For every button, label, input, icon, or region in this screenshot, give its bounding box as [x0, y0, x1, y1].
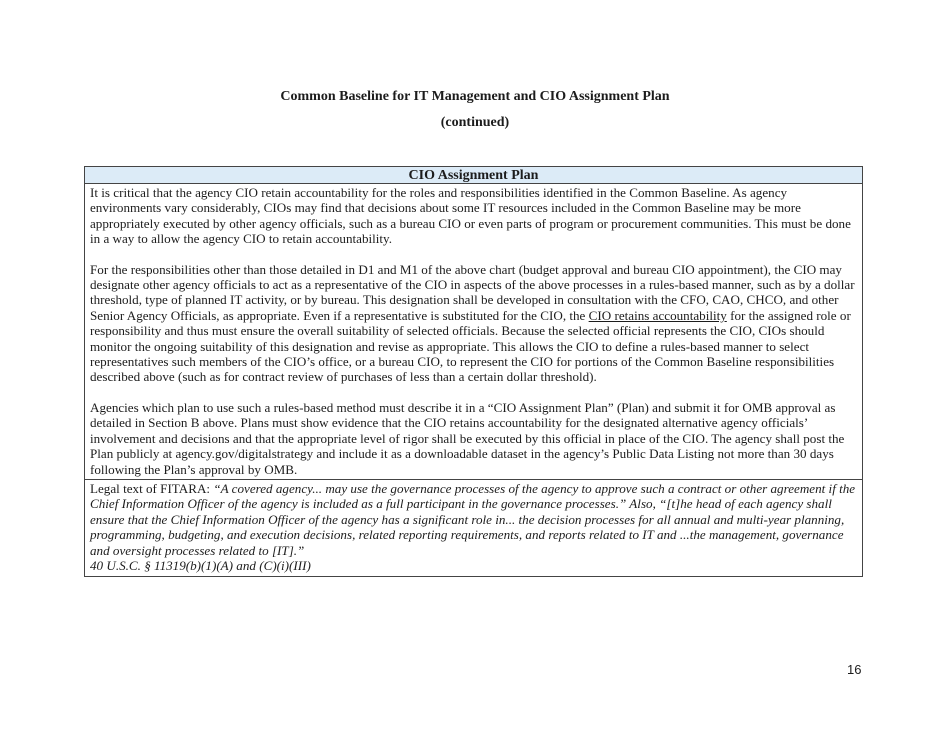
underlined-phrase: CIO retains accountability: [588, 307, 727, 323]
document-subtitle: (continued): [440, 115, 510, 130]
legal-citation: 40 U.S.C. § 11319(b)(1)(A) and (C)(i)(III): [90, 557, 311, 573]
page-number: 16: [847, 662, 862, 677]
paragraph-1: It is critical that the agency CIO retain accountability for the roles and responsibilities identified in the Common Baseline. As agency environments vary considerably, CIOs may find that decisions about some IT resources included in the Common Baseline may be more appropriately executed by other agency officials, such as a bureau CIO or even parts of program or procurement communities. This must be done in a way to allow the agency CIO to retain accountability.: [90, 185, 851, 247]
table-header: CIO Assignment Plan: [85, 167, 862, 184]
paragraph-2-part-b: for the assigned role or responsibility and thus must ensure the overall suitability of selected officials. Because the selected official represents the CIO, CIOs should monitor the ongoing suitability of this designation and revise as appropriate. This allows the CIO to define a rules-based manner to select representatives such members of the CIO’s office, or a bureau CIO, to represent the CIO for portions of the Common Baseline responsibilities described above (such as for contract review of purchases of less than a certain dollar threshold).: [90, 307, 851, 385]
cio-assignment-plan-table: [84, 166, 863, 577]
legal-text-section: [85, 479, 862, 576]
paragraph-2: [90, 262, 857, 385]
paragraph-3: Agencies which plan to use such a rules-based method must describe it in a “CIO Assignment Plan” (Plan) and submit it for OMB approval as detailed in Section B above. Plans must show evidence that the CIO retains accountability for the designated alternative agency officials’ involvement and decisions and that the appropriate level of rigor shall be executed by this official in place of the CIO. The agency shall post the Plan publicly at agency.gov/digitalstrategy and include it as a downloadable dataset in the agency’s Public Data Listing not more than 30 days following the Plan’s approval by OMB.: [90, 399, 845, 477]
document-title: Common Baseline for IT Management and CIO Assignment Plan: [280, 89, 670, 104]
paragraph-2-part-a: For the responsibilities other than those detailed in D1 and M1 of the above chart (budget approval and bureau CIO appointment), the CIO may designate other agency officials to act as a representative of the CIO in aspects of the above processes in a rules-based manner, such as by a dollar threshold, type of planned IT activity, or by bureau. This designation shall be developed in consultation with the CFO, CAO, CHCO, and other Senior Agency Officials, as appropriate. Even if a representative is substituted for the CIO, the: [90, 261, 855, 323]
table-body: [85, 184, 862, 479]
legal-quote: “A covered agency... may use the governance processes of the agency to approve such a contract or other agreement if the Chief Information Officer of the agency is included as a full participant in the governance processes.” Also, “[t]he head of each agency shall ensure that the Chief Information Officer of the agency has a significant role in... the decision processes for all annual and multi-year planning, programming, budgeting, and execution decisions, related reporting requirements, and reports related to IT and ...the management, governance and oversight processes related to [IT].”: [90, 480, 856, 558]
legal-label: Legal text of FITARA:: [90, 480, 214, 496]
